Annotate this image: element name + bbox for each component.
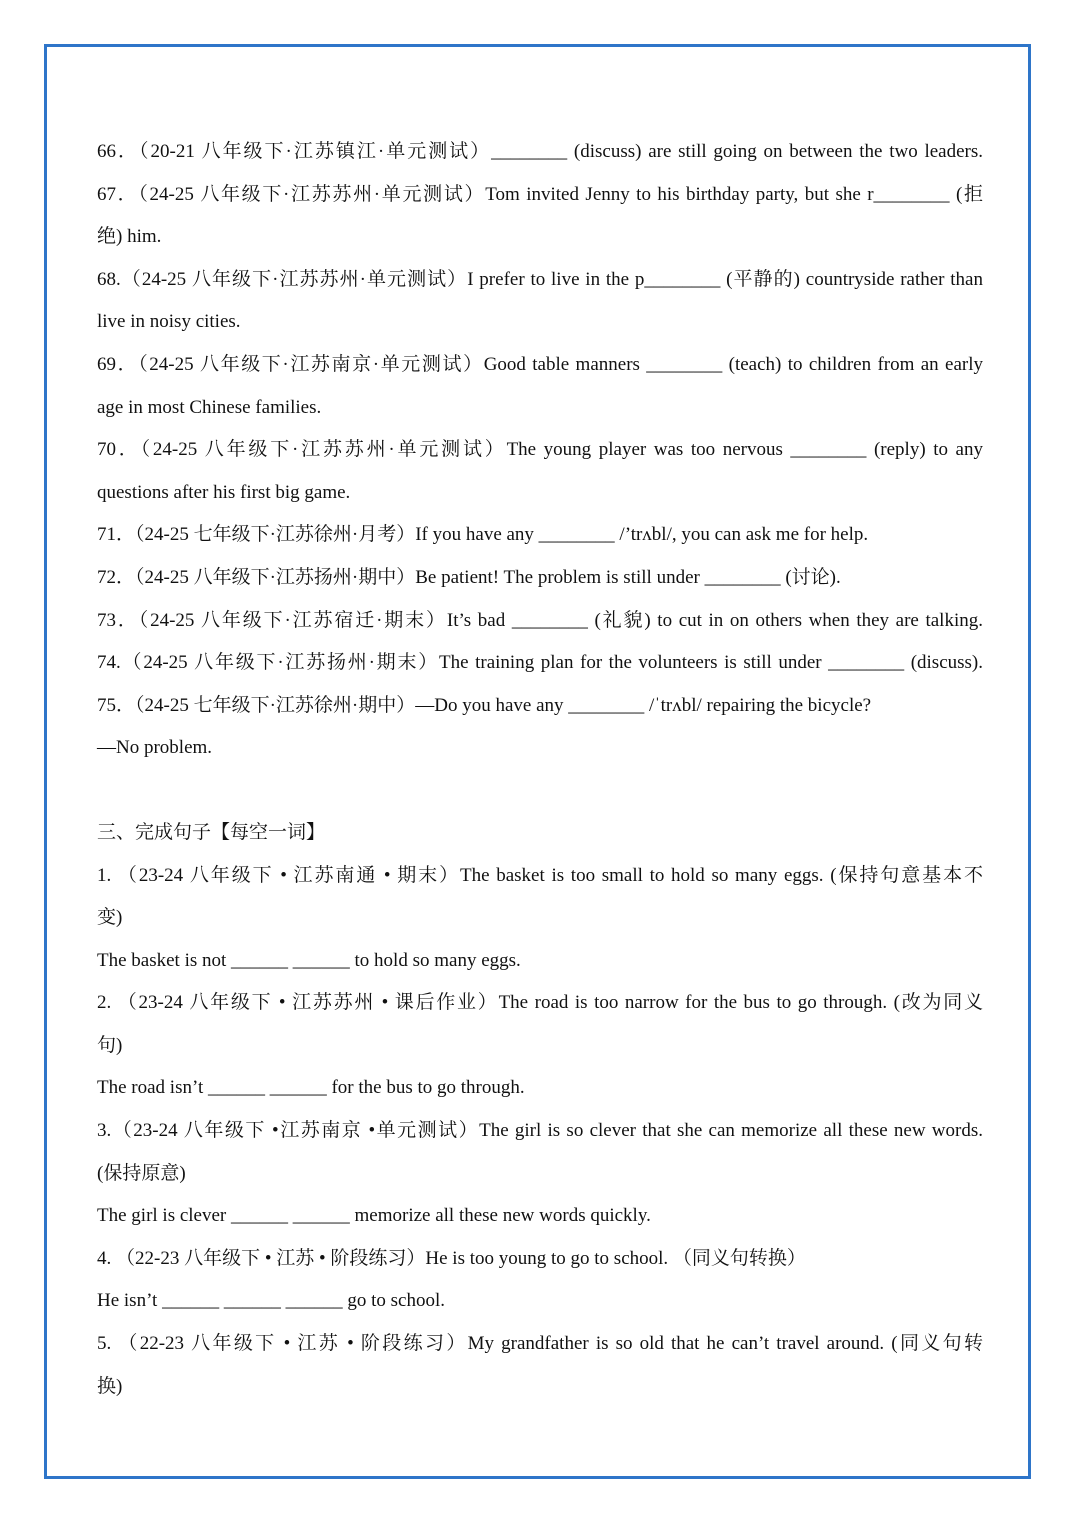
sentence-line: He isn’t ______ ______ ______ go to school.	[97, 1290, 445, 1312]
exercise-line: 68.（24-25 八年级下·江苏苏州·单元测试）I prefer to live in the p________ (平静的) countryside rather than	[97, 268, 983, 290]
sentence-line: 1. （23-24 八年级下 • 江苏南通 • 期末）The basket is too small to hold so many eggs. (保持句意基本不	[97, 864, 983, 886]
exercise-line: 70．（24-25 八年级下·江苏苏州·单元测试）The young player was too nervous ________ (reply) to any	[97, 439, 983, 461]
exercise-line: age in most Chinese families.	[97, 396, 322, 418]
sentence-line: 5. （22-23 八年级下 • 江苏 • 阶段练习）My grandfather is so old that he can’t travel around. (同义句转	[97, 1333, 983, 1355]
fill-in-exercise-section	[97, 131, 983, 770]
sentence-line: (保持原意)	[97, 1162, 186, 1184]
complete-sentence-section	[97, 855, 983, 1409]
worksheet-content	[97, 131, 983, 1408]
section-title: 三、完成句子【每空一词】	[97, 821, 326, 843]
exercise-line: 66．（20-21 八年级下·江苏镇江·单元测试）________ (discuss) are still going on between the two leaders.	[97, 141, 983, 162]
exercise-line: 绝) him.	[97, 226, 162, 248]
exercise-line: 69．（24-25 八年级下·江苏南京·单元测试）Good table manners ________ (teach) to children from an early	[97, 353, 983, 375]
exercise-line: 74.（24-25 八年级下·江苏扬州·期末）The training plan for the volunteers is still under ________ (discuss).	[97, 652, 983, 674]
sentence-line: 换)	[97, 1375, 123, 1397]
exercise-line: 73．（24-25 八年级下·江苏宿迁·期末）It’s bad ________ (礼貌) to cut in on others when they are talking.	[97, 609, 983, 631]
exercise-line: 67．（24-25 八年级下·江苏苏州·单元测试）Tom invited Jenny to his birthday party, but she r________ (拒	[97, 183, 983, 205]
sentence-line: 变)	[97, 907, 123, 929]
sentence-line: 3.（23-24 八年级下 •江苏南京 •单元测试）The girl is so clever that she can memorize all these new words.	[97, 1120, 983, 1142]
sentence-line: 2. （23-24 八年级下 • 江苏苏州 • 课后作业）The road is too narrow for the bus to go through. (改为同义	[97, 992, 983, 1014]
exercise-line: 71．（24-25 七年级下·江苏徐州·月考）If you have any ________ /’trʌbl/, you can ask me for help.	[97, 524, 869, 546]
exercise-line: 75．（24-25 七年级下·江苏徐州·期中）—Do you have any ________ /ˈtrʌbl/ repairing the bicycle?	[97, 694, 872, 716]
exercise-line: live in noisy cities.	[97, 311, 241, 333]
sentence-line: The road isn’t ______ ______ for the bus to go through.	[97, 1077, 525, 1099]
exercise-line: questions after his first big game.	[97, 481, 351, 503]
section-gap	[97, 770, 983, 812]
exercise-line: —No problem.	[97, 737, 213, 759]
sentence-line: 句)	[97, 1034, 123, 1056]
exercise-line: 72．（24-25 八年级下·江苏扬州·期中）Be patient! The problem is still under ________ (讨论).	[97, 566, 841, 588]
sentence-line: The girl is clever ______ ______ memorize all these new words quickly.	[97, 1205, 651, 1227]
sentence-line: The basket is not ______ ______ to hold so many eggs.	[97, 949, 521, 971]
sentence-line: 4. （22-23 八年级下 • 江苏 • 阶段练习）He is too young to go to school. （同义句转换）	[97, 1247, 806, 1269]
